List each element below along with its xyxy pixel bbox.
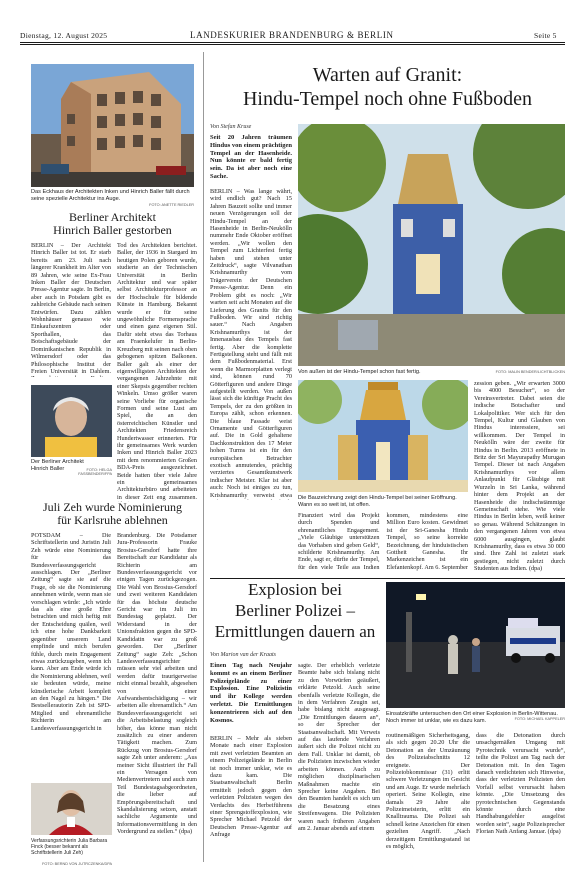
explosion-body-col1: BERLIN – Mehr als sieben Monate nach einer Explosion mit zwei verletzten Beamten an einem Polizeigelände in Berlin ist noch immer unklar, wie es dazu kam. Die Staatsanwaltschaft Berlin ermittelt jedoch gegen den verletzten Polizisten wegen des Verdachts des Herbeiführens einer Sprengstoffexplosion, wie Sprecher Michael Petzold der Deutschen Presse-Agentur auf Anfrage <box>210 735 292 839</box>
temple-lead: Seit 20 Jahren träumen Hindus von einem prächtigen Tempel an der Hasenheide. Nun könnte er bald fertig sein. Da ist aber noch eine Sache. <box>210 134 292 180</box>
temple-exterior-caption: Von außen ist der Hindu-Tempel schon fast fertig. <box>298 369 421 375</box>
page-number: Seite 5 <box>534 31 557 40</box>
explosion-body-col2: sagte. Der erheblich verletzte Beamte habe sich bislang nicht zu den Vorwürfen geäußert, erklärte Petzold. Auch seine ebenfalls verletzte Kollegin, die in dem Verfahren Zeugin sei, habe bislang nicht ausgesagt. „Die Ermittlungen dauern an“, so der Sprecher der Staatsanwaltschaft. Mit Verweis auf das laufende Verfahren äußert sich die Polizei nicht zu dem Fall. Unklar ist damit, ob die Polizisten inzwischen wieder arbeiten können. Auch zu möglichen disziplinarischen Maßnahmen machte ein Sprecher keine Angaben. Bei den Beamten handelt es sich um die Besatzung eines Streifenwagens. Die Polizisten waren nach früheren Angaben am 2. Januar abends auf einem <box>298 662 380 832</box>
explosion-headline-3: Ermittlungen dauern an <box>214 622 376 641</box>
section-rule <box>210 578 565 579</box>
temple-exterior-photo <box>298 124 565 366</box>
explosion-headline-2: Berliner Polizei – <box>235 601 355 620</box>
explosion-photo <box>386 582 565 708</box>
zeh-portrait-credit: FOTO: BERND VON JUTRCZENKA/DPA <box>42 862 112 866</box>
architect-portrait-caption: Der Berliner Architekt Hinrich Baller <box>31 459 84 472</box>
explosion-body-col3: routinemäßigen Sicherheitsgang, als sich gegen 20.20 Uhr die Detonation an der Umzäunung des Polizeiabschnitts 12 ereignete. Der Polizeiobkommissar (31) erlitt schwere Verletzungen im Gesicht und am Auge. Er wurde mehrfach operiert. Seine Kollegin, eine damals 29 Jahre alte Polizeimeisterin, erlitt ein Knalltrauma. Die Polizei sah schnell keine Anzeichen für einen gezielten Angriff. „Nach derzeitigem Ermittlungsstand ist es möglich, <box>386 732 470 851</box>
architect-photo-caption: Das Eckhaus der Architekten Inken und Hinrich Baller fällt durch seine spezielle Architektur ins Auge. <box>31 189 190 202</box>
zeh-headline-2: für Karlsruhe ablehnen <box>57 513 168 527</box>
header-rule <box>20 42 565 43</box>
zeh-body-col2: Brandenburg. Die Potsdamer Jura-Professorin Frauke Brosius-Gersdorf hatte ihre Bereitschaft zur Kandidatur als Richterin am Bundesverfassungsgericht vor einigen Tagen zurückgezogen. Die Wahl von Brosius-Gersdorf und zwei weiteren Kandidaten für das höchste deutsche Gericht war im Juli im Bundestag geplatzt. Der Widerstand in der Unionsfraktion gegen die SPD-Kandidatin war zu groß geworden. Der „Berliner Zeitung“ sagte Zeh: „Schon Landesverfassungsrichter müssen sehr viel arbeiten und werden dafür traurigerweise nicht einmal bezahlt, abgesehen von einer Aufwandsentschädigung – wir arbeiten alle ehrenamtlich.“ Am Bundesverfassungsgericht sei die Arbeitsbelastung sogleich höher, das könne man nicht zusätzlich zu einer anderen Tätigkeit machen. Zum Rückzug von Brosius-Gersdorf sagte Zeh unter anderem: „Aus meiner Sicht illustriert ihr Fall ein Versagen von Medienvertretern und auch zum Teil Bundestagsabgeordneten, die lieber auf Empörungsbereitschaft und Skandalisierung setzen, anstatt sachliche Argumente und Informationsvermittlung in den Vordergrund zu stellen.“ (dpa) <box>117 532 197 836</box>
zeh-portrait <box>31 783 112 835</box>
column-divider <box>203 52 204 862</box>
temple-body-col2: Finanziert wird das Projekt durch Spenden und ehrenamtliches Engagement. „Viele Gläubige unterstützen das Vorhaben sind geben Geld“, schilderte Krishnamurthy. Am Ende, sagt er, dürfte der Tempel, für den viele Teile aus Indien kommen, mindestens eine Million Euro kosten. Gewidmet ist der Sri-Ganesha Hindu Tempel, so seine korrekte Bezeichnung, der hinduistischen Gottheit Ganesha. Ihr Markenzeichen ist ein Elefantenkopf. Am 6. September <box>298 512 468 571</box>
temple-byline: Von Stefan Kruse <box>210 124 252 130</box>
architect-building-photo <box>31 64 194 187</box>
explosion-photo-caption: Einsatzkräfte untersuchen den Ort einer Explosion in Berlin-Wittenau. Noch immer ist unklar, wie es dazu kam. <box>386 711 558 724</box>
explosion-lead: Einen Tag nach Neujahr kommt es an einem Berliner Polizeigelände zu einer Explosion. Eine Polizistin und ihr Kollege werden verletzt. Die Ermittlungen konzentrieren sich auf den Kosmos. <box>210 662 292 724</box>
zeh-body-col1: POTSDAM – Die Schriftstellerin und Juristin Juli Zeh würde eine Nominierung für das Bundesverfassungsgericht ausschlagen. Der „Berliner Zeitung“ sagte sie auf die Frage, ob sie die Nominierung annehmen würde, wenn man sie vorschlagen würde: „Ich würde das als eine große Ehre betrachten und mich heftig mit der Entscheidung quälen, weil ich eine hohe Dankbarkeit gegenüber unserem Land empfinde und mich berufen fühle, durch mein Engagement etwas zurückzugeben, wenn ich kann. Aber am Ende würde ich die Nominierung ablehnen, weil sie bedeuten würde, meine künstlerische Arbeit komplett an den Nagel zu hängen.“ Die Bestsellerautorin Zeh ist SPD-Mitglied und ehrenamtliche Richterin am Landesverfassungsgericht in <box>31 532 111 732</box>
explosion-photo-credit: FOTO: MICHAEL KAPPELER <box>514 717 565 721</box>
temple-headline-1: Warten auf Granit: <box>312 64 463 86</box>
zeh-portrait-caption: Verfassungsrichterin Julia Barbara Finck (besser bekannt als Schriftstellerin Juli Zeh) <box>31 838 108 856</box>
architect-headline-2: Hinrich Baller gestorben <box>53 223 172 237</box>
architect-headline-1: Berliner Architekt <box>69 210 156 224</box>
temple-drawing-caption: Die Bauzeichnung zeigt den Hindu-Tempel bei seiner Eröffnung. Wann es so weit ist, ist offen. <box>298 495 457 508</box>
zeh-headline-1: Juli Zeh wurde Nominierung <box>43 500 182 514</box>
architect-body-col1: BERLIN – Der Architekt Hinrich Baller ist tot. Er starb bereits am 23. Juli nach längerer Krankheit im Alter von 89 Jahren, wie seine Ex-Frau Inken Baller der Deutschen Presse-Agentur sagte. In Berlin, aber auch in Potsdam gibt es zahlreiche Gebäude nach seinen Entwürfen. Dazu zählen Wohnhäuser genauso wie Einkaufszentren oder Sporthallen, das Botschaftsgebäude der Dominikanischen Republik in Wilmersdorf oder das Philosophische Institut der Freien Universität in Dahlem. <box>31 242 111 375</box>
architect-photo-credit: FOTO: ANETTE RIEDLER <box>149 203 194 207</box>
explosion-byline: Von Marion van der Kraats <box>210 652 276 658</box>
temple-drawing <box>298 380 468 492</box>
architect-portrait-credit: FOTO: HELGA FASSBENDER/FPA <box>78 468 112 476</box>
explosion-headline-1: Explosion bei <box>248 580 342 599</box>
architect-body-col2: Tod des Architekten berichtet. Baller, der 1936 in Stargard im heutigen Polen geboren wurde, studierte an der Technischen Universität in Berlin Architektur und war später selbst Architekturprofessor an der Hochschule für bildende Künste in Hamburg. Bekannt wurde er für seine ungewöhnliche Formensprache und einen ganz eigenen Stil. Dafür steht etwa das Torhaus am Fraenkelufer in Berlin-Kreuzberg mit seinen nach oben gebogenen spitzen Balkonen. Baller galt als einer der eigenwilligsten Architekten der vergangenen Jahrzehnte mit einer Skepsis gegenüber rechten Winkeln. Umso größer waren seine Vorliebe für organische Formen und seine Lust am Spiel, die an den österreichischen Künstler und Architekten Friedensreich Hundertwasser erinnerten. Für ihr gemeinsames Werk wurden Inken und Hinrich Baller 2023 mit dem renommierten Großen BDA-Preis ausgezeichnet. Beide hatten über viele Jahre ein gemeinsames Architekturbüro und arbeiteten in dieser Zeit eng zusammen. <box>117 242 197 501</box>
explosion-body-col4: dass die Detonation durch unsachgemäßen Umgang mit Pyrotechnik verursacht wurde“, teilte die Polizei am Tag nach der Detonation mit. In den Tagen danach verdichteten sich Hinweise, dass der verletzten Polizisten den Vorfall selbst verursacht haben könnte. „Die Umsetzung des pyrotechnischen Gegenstands könnte durch eine Handhabungsfehler ausgelöst worden sein“, sagte Polizeisprecher Florian Nath Anfang Januar. (dpa) <box>476 732 565 836</box>
temple-headline-2: Hindu-Tempel noch ohne Fußboden <box>242 88 533 110</box>
header-date: Dienstag, 12. August 2025 <box>20 31 108 40</box>
header-rule-thin <box>20 44 565 45</box>
temple-exterior-credit: FOTO: MALIN BENDER/LICHTBLICKEN <box>495 370 565 374</box>
temple-body-col1: BERLIN – Was lange währt, wird endlich gut? Nach 15 Jahren Bauzeit sollte und immer neuen Verzögerungen soll der Hindu-Tempel an der Hasenheide in Berlin-Neukölln nummehr Ende Oktober eröffnet werden. „Wir wollen den Tempel zum Lichterfest fertig haben und stehen unter Zeitdruck“, sagte Vilvanathan Krishnamurthy vom Trägerverein der Deutschen Presse-Agentur. Denn ein Problem gibt es noch: „Wir warten seit acht Monaten auf die Lieferung des Granits für den Fußboden. Wir sind richtig sauer.“ Nach Angaben Krishnamurthys ist der Innenausbau des Tempels fast fertig. Aber die komplette Fertigstellung steht und fällt mit dem Fußbodenmaterial. Erst wenn die Marmorplatten verlegt sind, können rund 70 Götterfiguren und andere Dinge aufgestellt werden. Von außen lässt sich die künftige Pracht des Tempels, der zu den größten in Europa zählt, schon erkennen. Die blaue Fassade weist Ornamente und Götterfiguren auf. Die in Gold gehaltene Dachkonstruktion des 17 Meter hohen Turms ist ein für den europäischen Betrachter exotisch anmutendes, prächtig verziertes Gesamtkunstwerk indischer Meister. Klar ist aber auch: Noch ist einiges zu tun, Krishnamurthy verweist etwa <box>210 188 292 499</box>
newspaper-name: LANDESKURIER BRANDENBURG & BERLIN <box>190 30 394 40</box>
temple-body-col3: zession geben. „Wir erwarten 3000 bis 4000 Besucher“, so der Vereinsvertreter. Dabei seien die indische Botschafter und Lokalpolitiker. Wer sich für den Tempel, Kultur und Glauben von Hindus interessiere, sei willkommen. Der Tempel in Neukölln wäre der zweite für Hindus in Berlin. 2013 eröffnete in Britz der Sri Mayurapathy Murugan Tempel. Dieser ist nach Angaben Krishnamurthys vor allem Anlaufpunkt für Gläubige mit Wurzeln in Sri Lanka, während hinter dem Projekt an der Hasenheide die indischstämmige Gemeinschaft stehe. Wie viele Hindus in Berlin leben, weiß keiner so genau. Während Schätzungen in den vergangenen Jahren von etwa 6000 ausgingen, glaubt Krishnamurthy, dass es etwa 30 000 sind. Ihre Zahl ist zuletzt stark gestiegen, nicht zuletzt durch Studenten aus Indien. (dpa) <box>474 380 565 573</box>
architect-portrait <box>31 385 112 457</box>
